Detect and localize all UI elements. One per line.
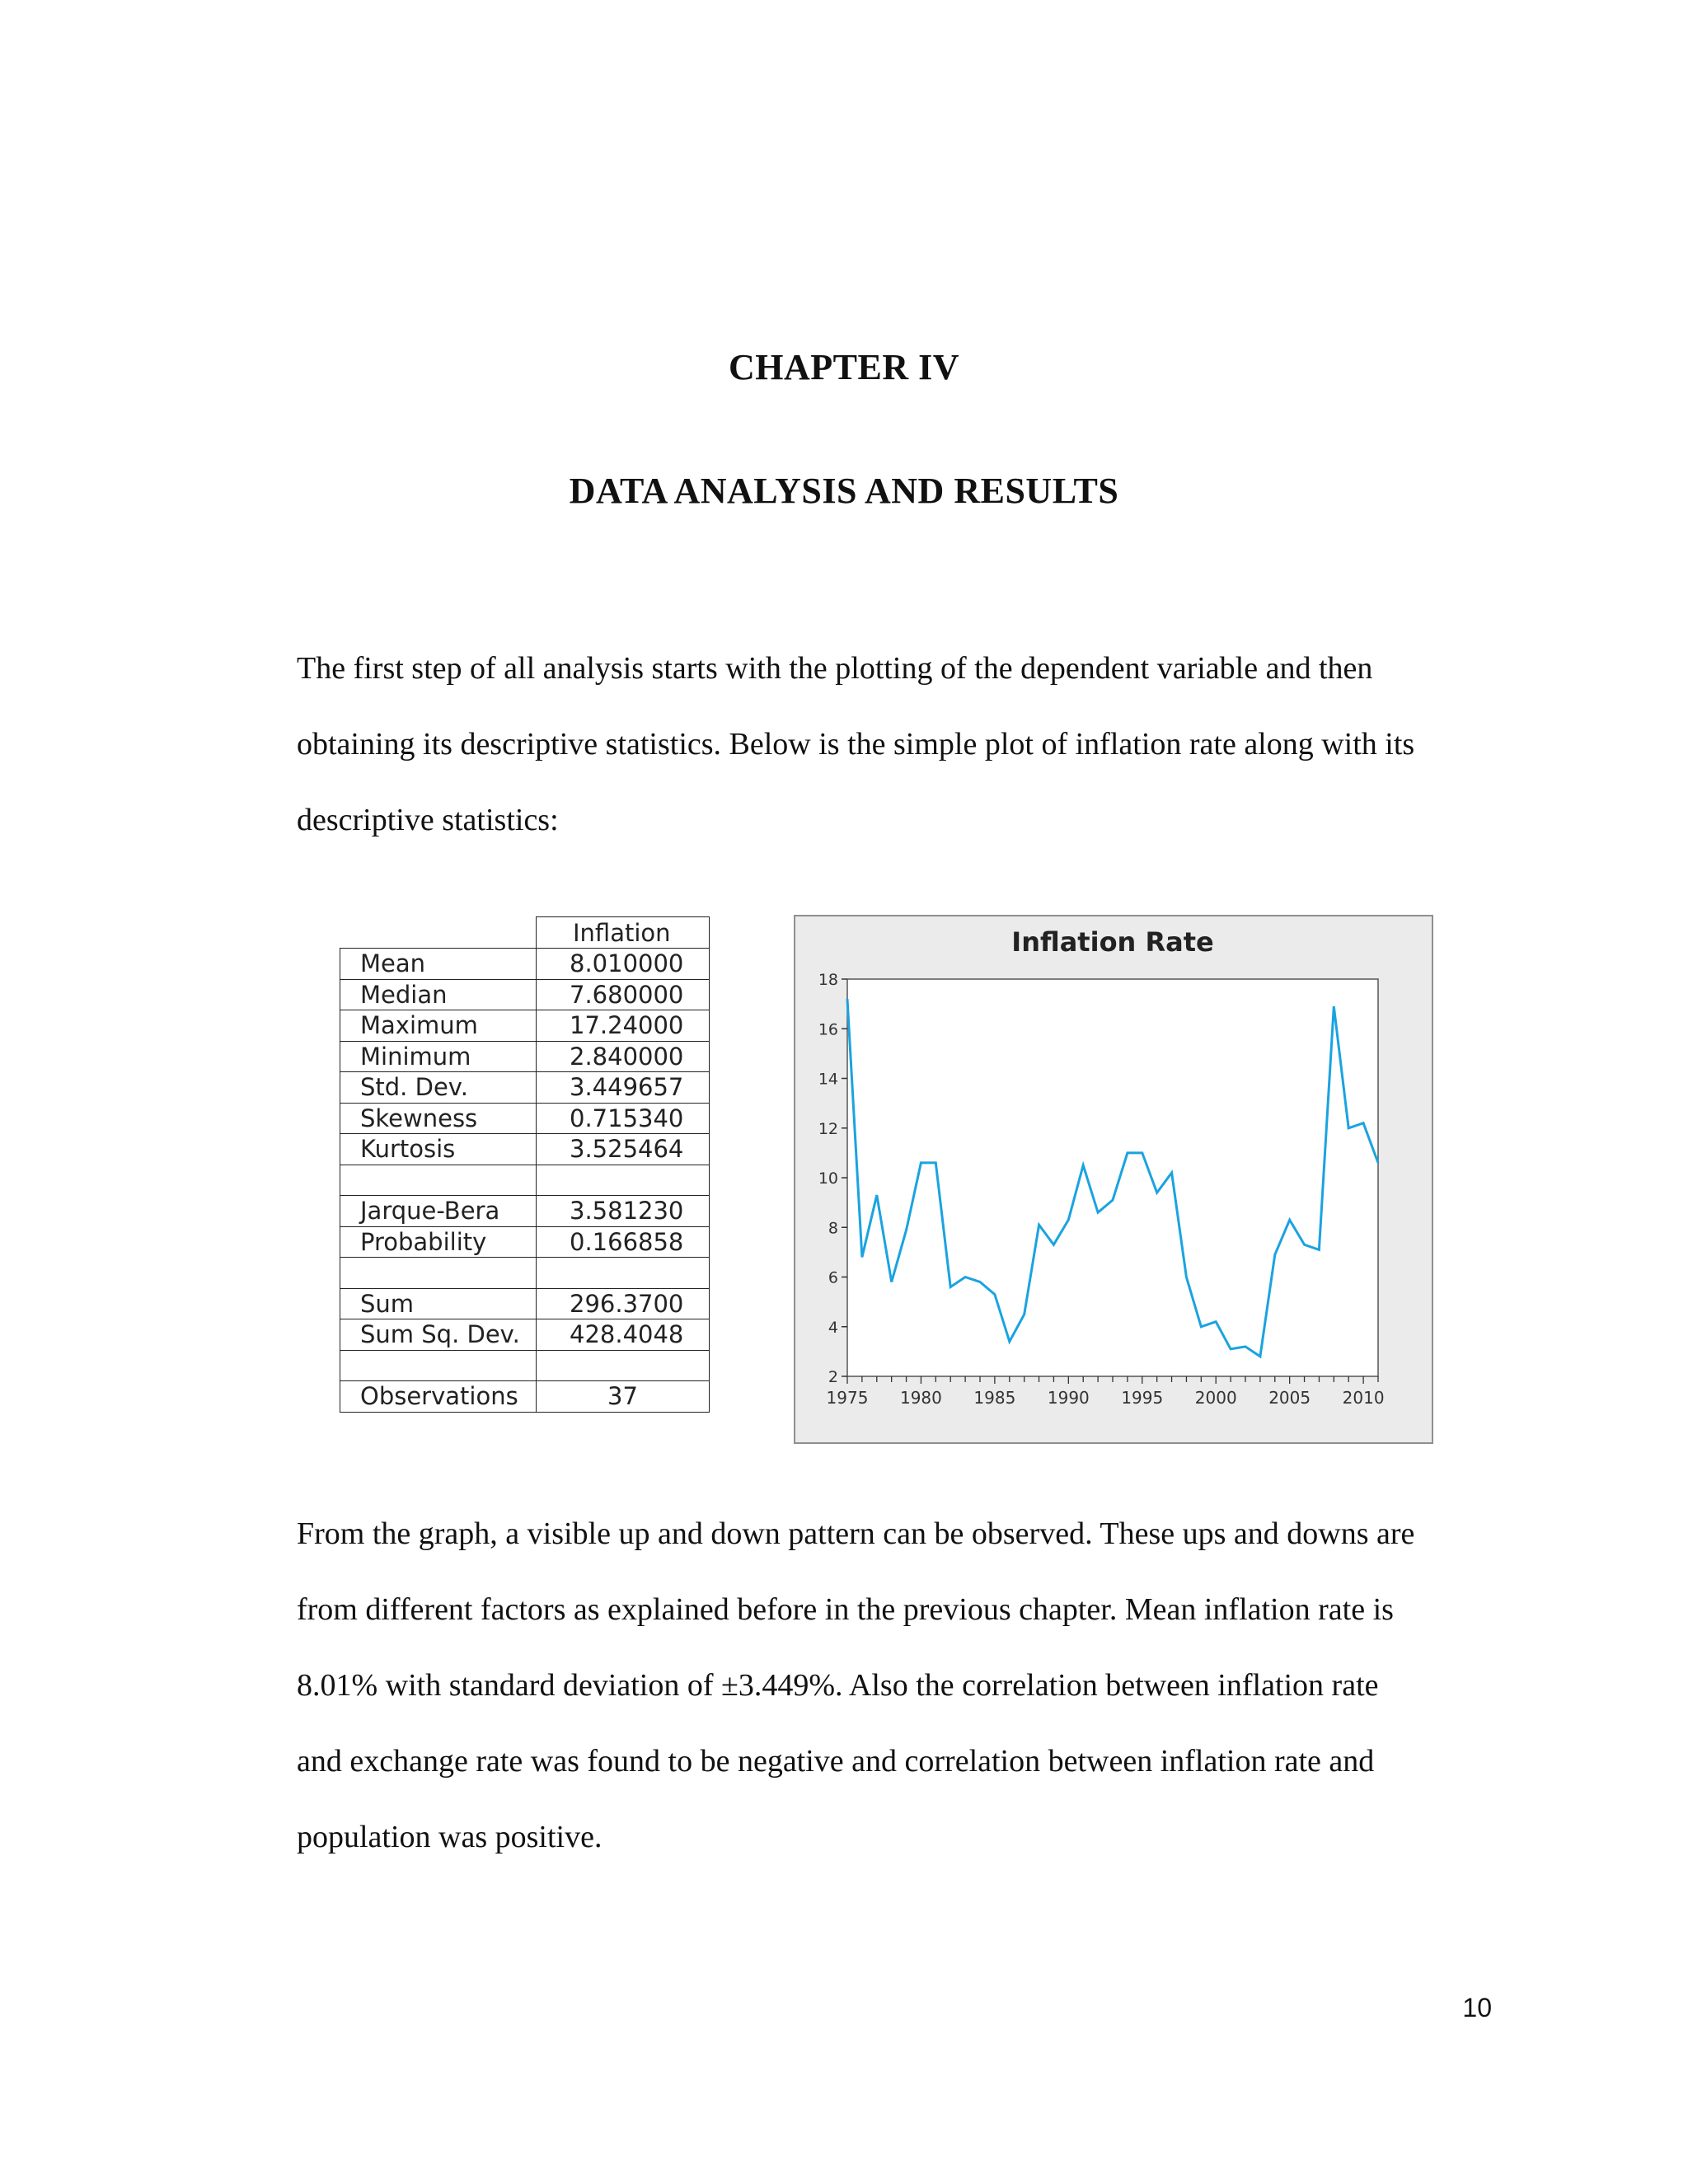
intro-paragraph bbox=[297, 630, 1467, 858]
stat-label: Mean bbox=[340, 949, 537, 980]
table-body bbox=[340, 949, 710, 1413]
discussion-line-5: population was positive. bbox=[297, 1820, 603, 1854]
stat-value: 7.680000 bbox=[537, 979, 710, 1010]
stat-value: 17.24000 bbox=[537, 1010, 710, 1042]
page-number: 10 bbox=[1462, 1993, 1492, 2022]
intro-line-2: obtaining its descriptive statistics. Below is the simple plot of inflation rate along with its bbox=[297, 727, 1415, 762]
table-corner-cell bbox=[340, 917, 537, 949]
stat-value: 3.525464 bbox=[537, 1134, 710, 1165]
chapter-title: CHAPTER IV bbox=[728, 347, 960, 387]
stat-label: Sum bbox=[340, 1288, 537, 1319]
table-row bbox=[340, 979, 710, 1010]
stat-value: 37 bbox=[537, 1381, 710, 1413]
discussion-line-4: and exchange rate was found to be negative and correlation between inflation rate and bbox=[297, 1744, 1375, 1779]
stat-label bbox=[340, 1165, 537, 1196]
table-row bbox=[340, 1010, 710, 1042]
table-row bbox=[340, 1103, 710, 1134]
stat-label: Minimum bbox=[340, 1041, 537, 1072]
chart-title: Inflation Rate bbox=[1011, 926, 1214, 958]
stat-value bbox=[537, 1258, 710, 1289]
stat-label: Maximum bbox=[340, 1010, 537, 1042]
x-tick-label: 1985 bbox=[973, 1388, 1016, 1408]
x-tick-label: 1995 bbox=[1121, 1388, 1164, 1408]
table-row bbox=[340, 1350, 710, 1381]
stat-label: Skewness bbox=[340, 1103, 537, 1134]
x-tick-label: 1990 bbox=[1047, 1388, 1090, 1408]
chapter-subtitle: DATA ANALYSIS AND RESULTS bbox=[569, 471, 1119, 511]
table-row bbox=[340, 1134, 710, 1165]
y-tick-label: 12 bbox=[818, 1119, 838, 1138]
table-row bbox=[340, 1072, 710, 1104]
stat-label: Std. Dev. bbox=[340, 1072, 537, 1104]
y-tick-label: 2 bbox=[828, 1368, 838, 1386]
table-row bbox=[340, 1381, 710, 1413]
x-tick-label: 1975 bbox=[826, 1388, 869, 1408]
table-row bbox=[340, 1258, 710, 1289]
y-tick-label: 4 bbox=[828, 1318, 838, 1337]
x-tick-label: 1980 bbox=[899, 1388, 942, 1408]
y-tick-label: 16 bbox=[818, 1020, 838, 1039]
discussion-line-3: 8.01% with standard deviation of ±3.449%. Also the correlation between inflation rate bbox=[297, 1668, 1379, 1703]
intro-line-3: descriptive statistics: bbox=[297, 803, 559, 837]
table-row bbox=[340, 1319, 710, 1351]
y-tick-label: 6 bbox=[828, 1268, 838, 1287]
intro-line-1: The first step of all analysis starts with the plotting of the dependent variable and then bbox=[297, 651, 1373, 686]
stat-value: 3.581230 bbox=[537, 1196, 710, 1227]
discussion-paragraph bbox=[297, 1496, 1467, 1875]
table-row bbox=[340, 949, 710, 980]
stat-value: 0.166858 bbox=[537, 1226, 710, 1258]
table-row bbox=[340, 1196, 710, 1227]
stat-value bbox=[537, 1350, 710, 1381]
y-tick-label: 14 bbox=[818, 1070, 838, 1089]
x-tick-label: 2010 bbox=[1342, 1388, 1385, 1408]
plot-area bbox=[847, 979, 1378, 1376]
stat-value: 8.010000 bbox=[537, 949, 710, 980]
y-tick-label: 10 bbox=[818, 1169, 838, 1188]
table-column-header: Inflation bbox=[537, 917, 710, 949]
descriptive-statistics-table bbox=[340, 916, 710, 1413]
stat-label: Observations bbox=[340, 1381, 537, 1413]
stat-label: Kurtosis bbox=[340, 1134, 537, 1165]
stat-label: Jarque-Bera bbox=[340, 1196, 537, 1227]
table-row bbox=[340, 1226, 710, 1258]
x-tick-label: 2000 bbox=[1194, 1388, 1237, 1408]
inflation-chart bbox=[794, 915, 1433, 1444]
stat-label bbox=[340, 1350, 537, 1381]
stat-value: 2.840000 bbox=[537, 1041, 710, 1072]
table-row bbox=[340, 1288, 710, 1319]
stat-label: Sum Sq. Dev. bbox=[340, 1319, 537, 1351]
table-row bbox=[340, 1165, 710, 1196]
stat-label: Median bbox=[340, 979, 537, 1010]
discussion-line-1: From the graph, a visible up and down pattern can be observed. These ups and downs are bbox=[297, 1516, 1415, 1551]
stat-value bbox=[537, 1165, 710, 1196]
y-tick-label: 8 bbox=[828, 1219, 838, 1238]
table-row bbox=[340, 1041, 710, 1072]
stat-value: 3.449657 bbox=[537, 1072, 710, 1104]
stat-label bbox=[340, 1258, 537, 1289]
stat-value: 428.4048 bbox=[537, 1319, 710, 1351]
stat-label: Probability bbox=[340, 1226, 537, 1258]
stat-value: 0.715340 bbox=[537, 1103, 710, 1134]
table-header-row bbox=[340, 917, 710, 949]
x-tick-label: 2005 bbox=[1268, 1388, 1311, 1408]
chart-svg bbox=[795, 916, 1432, 1442]
y-tick-label: 18 bbox=[818, 971, 838, 989]
discussion-line-2: from different factors as explained before in the previous chapter. Mean inflation rate is bbox=[297, 1592, 1394, 1627]
stat-value: 296.3700 bbox=[537, 1288, 710, 1319]
